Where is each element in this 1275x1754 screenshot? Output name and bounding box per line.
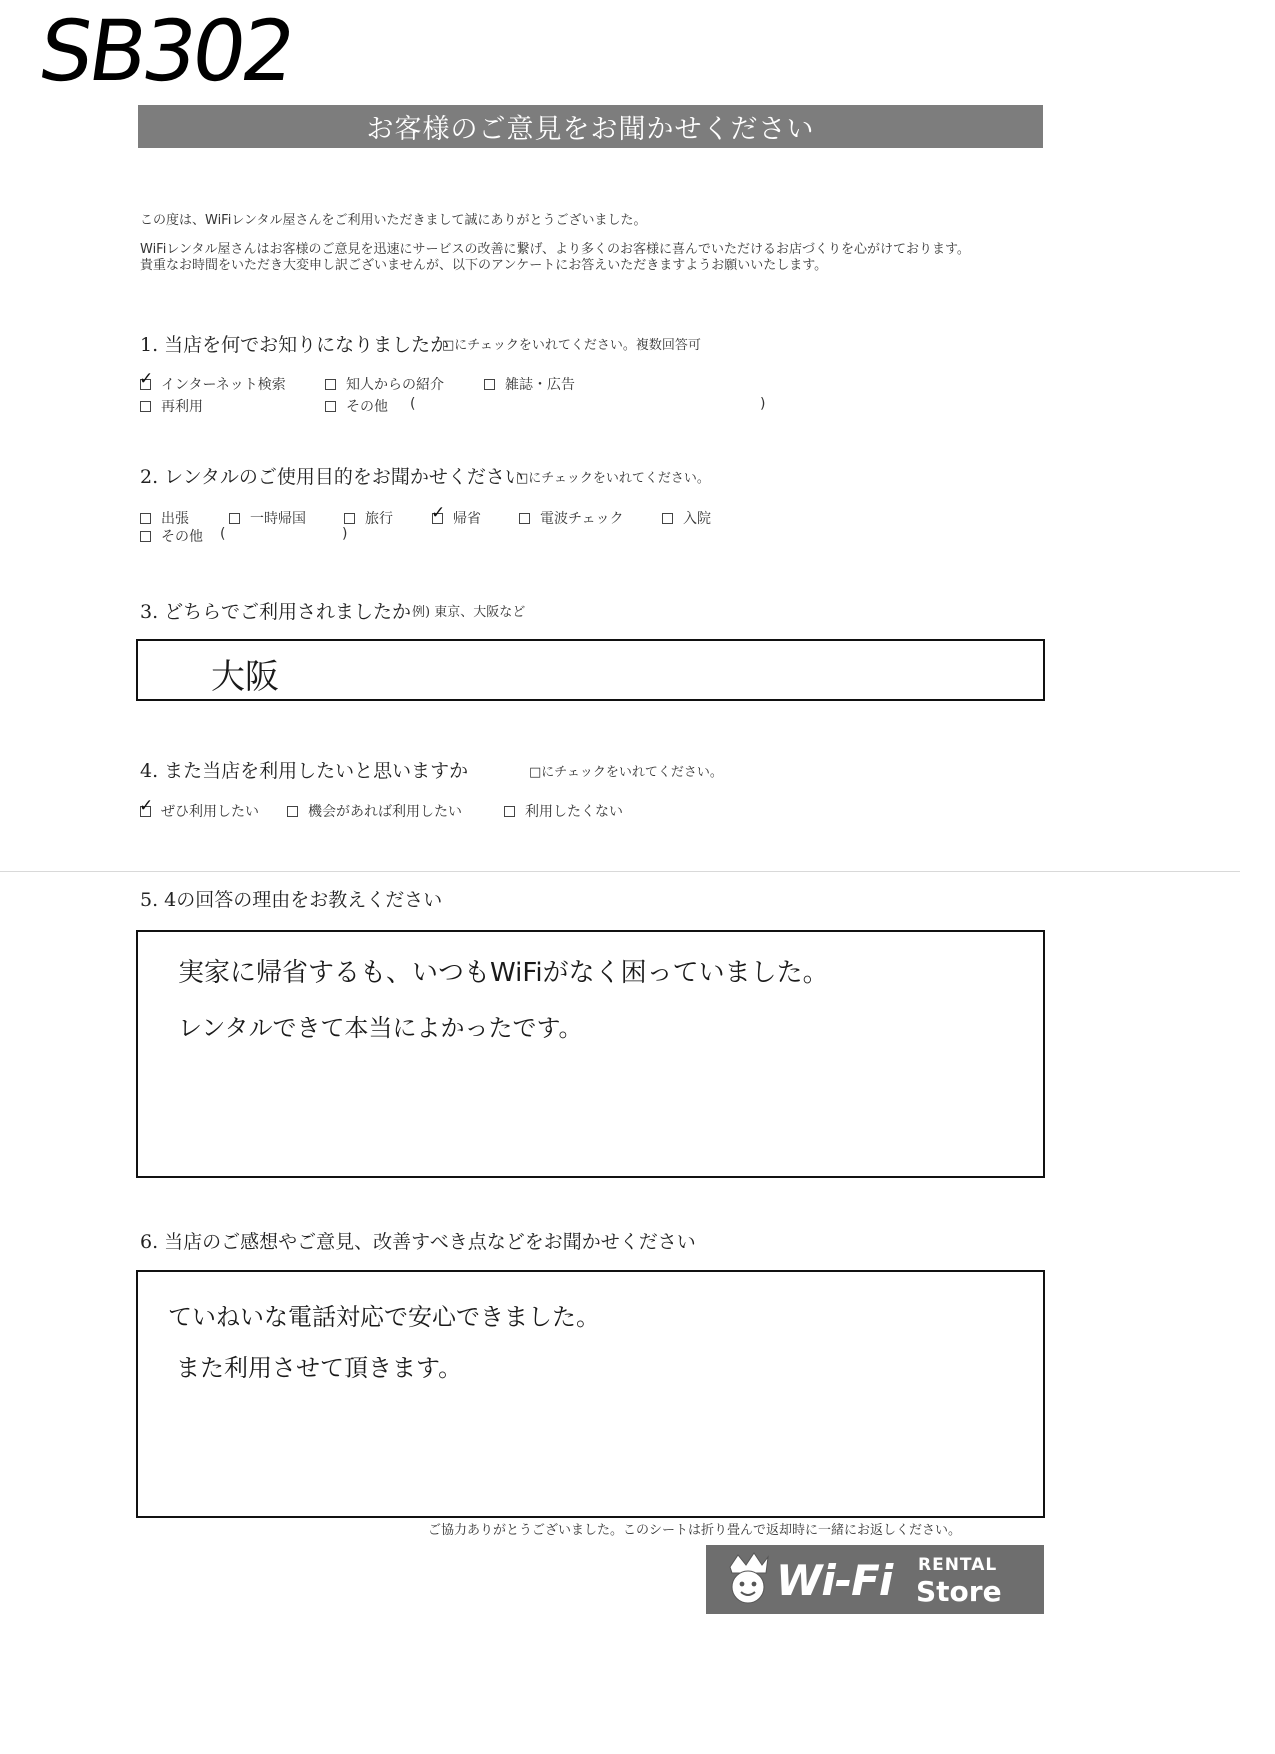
q4-option-label: ぜひ利用したい (161, 804, 259, 820)
q1-option-label: 知人からの紹介 (346, 377, 444, 393)
checkbox-icon[interactable] (519, 513, 530, 524)
logo-store-text: Store (916, 1575, 1002, 1608)
q1-option-reuse[interactable] (140, 396, 203, 416)
footer-thanks: ご協力ありがとうございました。このシートは折り畳んで返却時に一緒にお返しください。 (428, 1523, 962, 1538)
q6-answer-box[interactable] (136, 1270, 1045, 1518)
checkbox-icon[interactable] (325, 401, 336, 412)
checkbox-icon[interactable] (140, 401, 151, 412)
q1-note: □にチェックをいれてください。複数回答可 (442, 338, 701, 353)
q2-option-temporary-return[interactable] (229, 508, 306, 528)
q4-option-label: 機会があれば利用したい (308, 804, 462, 820)
q1-option-magazine-ad[interactable] (484, 374, 575, 394)
q2-option-hospital[interactable] (662, 508, 711, 528)
q2-option-label: 一時帰国 (250, 511, 306, 527)
q2-option-signal-check[interactable] (519, 508, 624, 528)
checkbox-icon[interactable] (140, 531, 151, 542)
checkbox-checked-icon[interactable] (432, 513, 443, 524)
q4-option-if-opportunity[interactable] (287, 801, 462, 821)
q5-answer-line-2: レンタルできて本当によかったです。 (178, 1014, 583, 1042)
q2-other-paren-open: ( (220, 526, 226, 542)
q6-answer-line-1: ていねいな電話対応で安心できました。 (168, 1303, 600, 1331)
q5-answer-line-1: 実家に帰省するも、いつもWiFiがなく困っていました。 (178, 958, 829, 988)
page-title: お客様のご意見をお聞かせください (366, 114, 815, 145)
q2-option-label: 出張 (161, 511, 189, 527)
q1-option-internet-search[interactable] (140, 374, 286, 394)
q1-option-referral[interactable] (325, 374, 444, 394)
mascot-crown-icon (724, 1551, 772, 1607)
checkbox-icon[interactable] (229, 513, 240, 524)
q2-option-label: 帰省 (453, 511, 481, 527)
checkbox-icon[interactable] (504, 806, 515, 817)
handwritten-document-id: SB302 (33, 2, 299, 100)
q1-title: 1. 当店を何でお知りになりましたか (140, 334, 450, 356)
intro-line-2: WiFiレンタル屋さんはお客様のご意見を迅速にサービスの改善に繋げ、より多くのお客様に喜んでいただけるお店づくりを心がけております。 (140, 242, 970, 257)
q3-answer-text: 大阪 (211, 657, 279, 697)
q4-note: □にチェックをいれてください。 (529, 765, 723, 780)
scan-fold-line (0, 871, 1240, 872)
wifi-rental-store-logo (706, 1545, 1044, 1614)
q3-note: 例) 東京、大阪など (412, 605, 526, 620)
q5-title: 5. 4の回答の理由をお教えください (140, 889, 443, 911)
q4-option-label: 利用したくない (525, 804, 623, 820)
q1-option-other[interactable] (325, 396, 388, 416)
q3-answer-box[interactable] (136, 639, 1045, 701)
intro-line-3: 貴重なお時間をいただき大変申し訳ございませんが、以下のアンケートにお答えいただきますようお願いいたします。 (140, 258, 828, 273)
q1-option-label: インターネット検索 (161, 377, 286, 393)
intro-line-1: この度は、WiFiレンタル屋さんをご利用いただきまして誠にありがとうございました。 (140, 213, 647, 228)
logo-rental-text: RENTAL (918, 1555, 998, 1575)
q1-other-paren-open: ( (410, 396, 416, 412)
checkbox-icon[interactable] (287, 806, 298, 817)
checkbox-checked-icon[interactable] (140, 379, 151, 390)
q4-option-no[interactable] (504, 801, 623, 821)
q2-option-label: 入院 (683, 511, 711, 527)
q2-option-other[interactable] (140, 526, 203, 546)
q4-option-definitely[interactable] (140, 801, 259, 821)
checkbox-icon[interactable] (140, 513, 151, 524)
header-bar (138, 105, 1043, 148)
checkbox-icon[interactable] (344, 513, 355, 524)
checkbox-icon[interactable] (484, 379, 495, 390)
q4-title: 4. また当店を利用したいと思いますか (140, 760, 469, 782)
checkbox-icon[interactable] (662, 513, 673, 524)
q2-option-business-trip[interactable] (140, 508, 189, 528)
q1-other-paren-close: ) (760, 396, 766, 412)
q2-title: 2. レンタルのご使用目的をお聞かせください (140, 466, 524, 488)
logo-wifi-text: Wi-Fi (776, 1556, 893, 1605)
q6-answer-line-2: また利用させて頂きます。 (176, 1354, 463, 1382)
checkbox-checked-icon[interactable] (140, 806, 151, 817)
q1-option-label: 雑誌・広告 (505, 377, 575, 393)
q1-option-label: 再利用 (161, 399, 203, 415)
q5-answer-box[interactable] (136, 930, 1045, 1178)
q2-option-label: 電波チェック (540, 511, 624, 527)
q2-option-label: その他 (161, 529, 203, 545)
q2-other-paren-close: ) (342, 526, 348, 542)
checkbox-icon[interactable] (325, 379, 336, 390)
q6-title: 6. 当店のご感想やご意見、改善すべき点などをお聞かせください (140, 1231, 696, 1253)
q2-option-homecoming[interactable] (432, 508, 481, 528)
q2-option-travel[interactable] (344, 508, 393, 528)
q2-option-label: 旅行 (365, 511, 393, 527)
q3-title: 3. どちらでご利用されましたか (140, 601, 411, 623)
q1-option-label: その他 (346, 399, 388, 415)
q2-note: □にチェックをいれてください。 (516, 471, 710, 486)
